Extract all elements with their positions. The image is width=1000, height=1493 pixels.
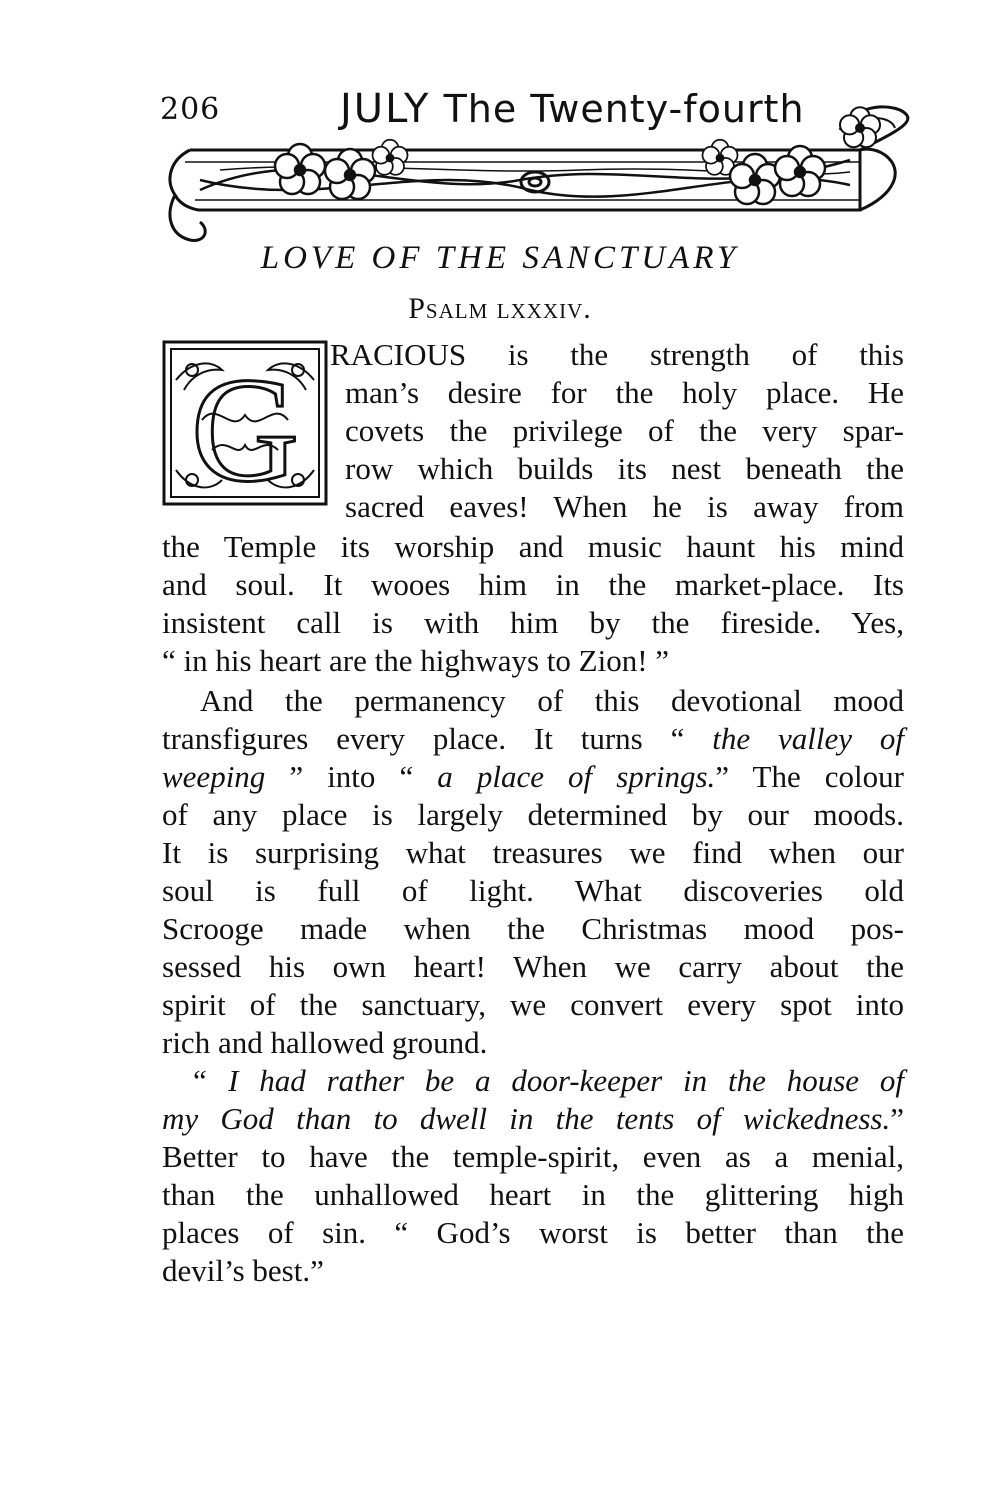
- text-line: sacred eaves! When he is away from: [345, 489, 904, 524]
- text-span: ”: [890, 1101, 904, 1136]
- text-span: ” The colour: [715, 759, 904, 794]
- psalm-reference: [0, 292, 1000, 326]
- page-number: 206: [160, 92, 221, 127]
- text-line: man’s desire for the holy place. He: [345, 375, 904, 410]
- text-span: my God than to dwell in the tents of wickedness.: [162, 1101, 891, 1136]
- text-line: [162, 1100, 904, 1138]
- text-span: the valley of: [712, 721, 904, 756]
- text-line: sessed his own heart! When we carry about the: [162, 949, 904, 984]
- text-line: RACIOUS is the strength of this: [330, 337, 904, 372]
- text-line: It is surprising what treasures we find when our: [162, 835, 904, 870]
- text-line: the Temple its worship and music haunt his mind: [162, 529, 904, 564]
- running-head-day: The Twenty-fourth: [443, 87, 805, 131]
- text-line: [162, 758, 904, 796]
- text-line: rich and hallowed ground.: [162, 1025, 488, 1060]
- text-span: ” into “: [265, 759, 438, 794]
- text-line: spirit of the sanctuary, we convert every spot into: [162, 987, 904, 1022]
- text-line: “ in his heart are the highways to Zion! ”: [162, 643, 670, 678]
- text-line: and soul. It wooes him in the market-place. Its: [162, 567, 904, 602]
- floral-banner-ornament: [160, 100, 920, 250]
- text-line: than the unhallowed heart in the glittering high: [162, 1177, 904, 1212]
- text-span: “ I had rather be a door-keeper in the house of: [190, 1063, 904, 1098]
- text-line: covets the privilege of the very spar-: [345, 413, 904, 448]
- text-line: insistent call is with him by the fireside. Yes,: [162, 605, 904, 640]
- text-line: soul is full of light. What discoveries old: [162, 873, 904, 908]
- text-line: row which builds its nest beneath the: [345, 451, 904, 486]
- chapter-title: LOVE OF THE SANCTUARY: [260, 240, 740, 276]
- psalm-reference-text: Psalm lxxxiv.: [408, 292, 592, 325]
- text-line: And the permanency of this devotional mood: [200, 683, 904, 718]
- drop-cap-letter: G: [190, 347, 300, 506]
- text-line: of any place is largely determined by our moods.: [162, 797, 904, 832]
- text-line: places of sin. “ God’s worst is better than the: [162, 1215, 904, 1250]
- text-line: [162, 720, 904, 758]
- text-line: Scrooge made when the Christmas mood pos-: [162, 911, 904, 946]
- text-span: a place of springs.: [437, 759, 716, 794]
- text-line: Better to have the temple-spirit, even as a menial,: [162, 1139, 904, 1174]
- text-line: devil’s best.”: [162, 1253, 324, 1288]
- running-head-month: JULY: [340, 86, 431, 132]
- illuminated-drop-cap: [162, 340, 328, 506]
- text-span: weeping: [162, 759, 266, 794]
- text-line: [190, 1062, 904, 1100]
- text-span: transfigures every place. It turns “: [162, 721, 713, 756]
